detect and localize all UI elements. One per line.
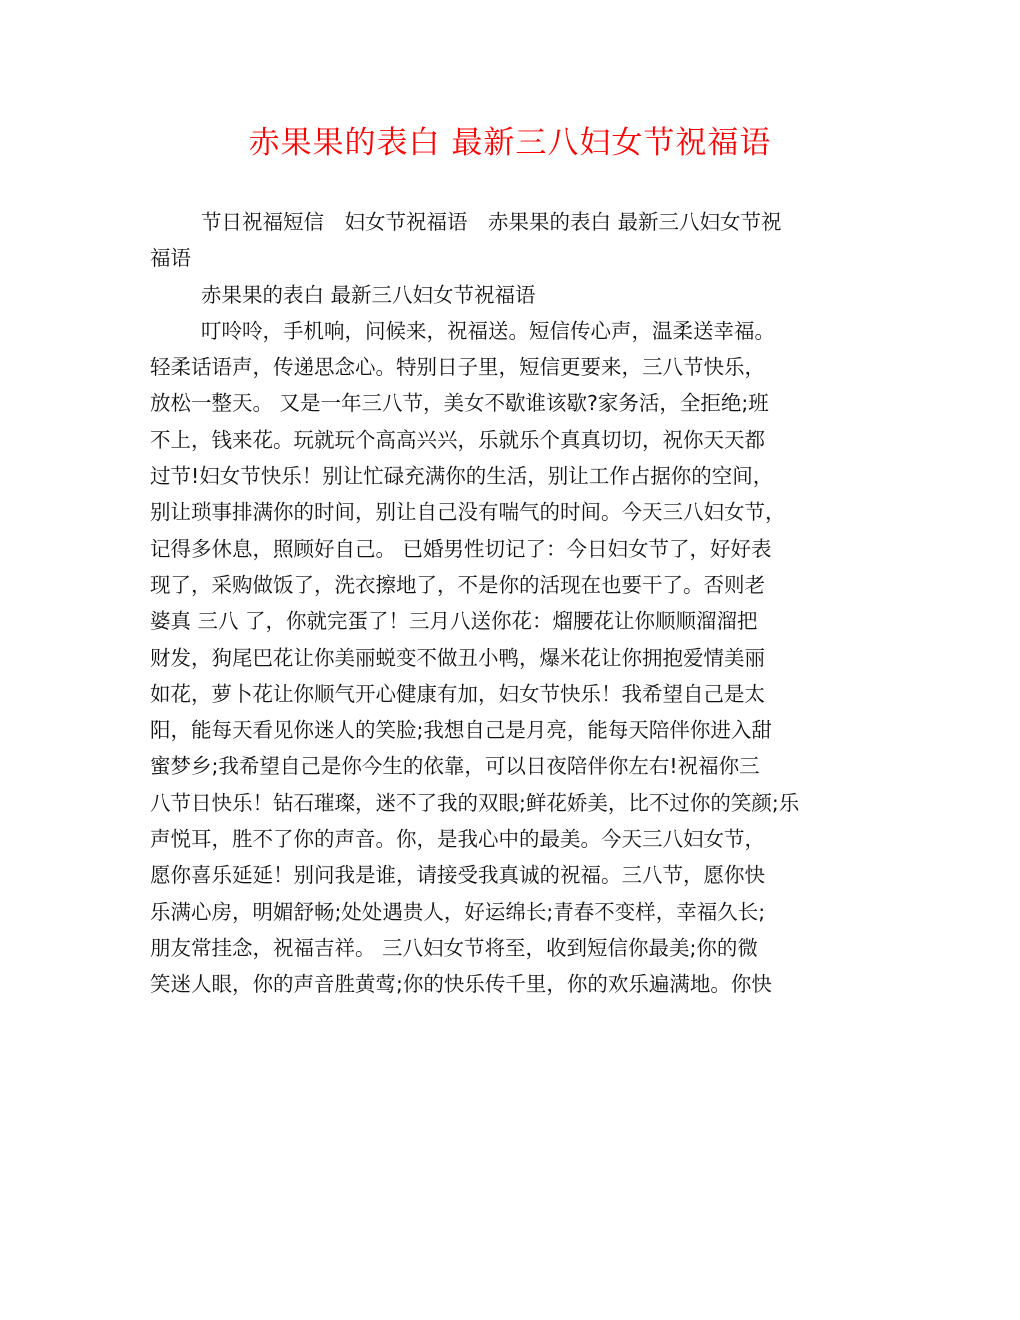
body-line: 财发，狗尾巴花让你美丽蜕变不做丑小鸭，爆米花让你拥抱爱情美丽 — [150, 645, 765, 670]
body-line: 节日祝福短信 妇女节祝福语 赤果果的表白 最新三八妇女节祝 — [201, 210, 782, 234]
document-title: 赤果果的表白 最新三八妇女节祝福语 — [248, 125, 772, 161]
body-line: 阳，能每天看见你迷人的笑脸;我想自己是月亮，能每天陪伴你进入甜 — [150, 718, 772, 743]
document-body — [150, 204, 910, 1003]
body-line: 现了，采购做饭了，洗衣擦地了，不是你的活现在也要干了。否则老 — [150, 572, 765, 597]
body-line: 叮呤呤，手机响，问候来，祝福送。短信传心声，温柔送幸福。 — [201, 318, 775, 343]
body-line: 八节日快乐！钻石璀璨，迷不了我的双眼;鲜花娇美，比不过你的笑颜;乐 — [150, 790, 800, 815]
body-line: 过节!妇女节快乐！别让忙碌充满你的生活，别让工作占据你的空间， — [150, 464, 774, 489]
body-line: 声悦耳，胜不了你的声音。你，是我心中的最美。今天三八妇女节， — [150, 827, 765, 852]
body-line: 婆真 三八 了，你就完蛋了！三月八送你花：熘腰花让你顺顺溜溜把 — [150, 609, 758, 634]
body-line: 如花，萝卜花让你顺气开心健康有加，妇女节快乐！我希望自己是太 — [150, 681, 765, 706]
body-line: 轻柔话语声，传递思念心。特别日子里，短信更要来，三八节快乐， — [150, 355, 765, 380]
body-line: 放松一整天。 又是一年三八节，美女不歇谁该歇?家务活，全拒绝;班 — [150, 391, 769, 416]
body-line: 愿你喜乐延延！别问我是谁，请接受我真诚的祝福。三八节，愿你快 — [150, 863, 765, 888]
body-line: 不上，钱来花。玩就玩个高高兴兴，乐就乐个真真切切，祝你天天都 — [150, 427, 765, 452]
body-line: 赤果果的表白 最新三八妇女节祝福语 — [201, 282, 536, 307]
body-line: 记得多休息，照顾好自己。 已婚男性切记了：今日妇女节了，好好表 — [150, 536, 772, 561]
body-line: 乐满心房，明媚舒畅;处处遇贵人，好运绵长;青春不变样，幸福久长; — [150, 899, 766, 924]
body-line: 朋友常挂念，祝福吉祥。 三八妇女节将至，收到短信你最美;你的微 — [150, 935, 758, 960]
body-line: 别让琐事排满你的时间，别让自己没有喘气的时间。今天三八妇女节， — [150, 500, 786, 525]
body-line: 笑迷人眼，你的声音胜黄莺;你的快乐传千里，你的欢乐遍满地。你快 — [150, 972, 772, 997]
body-line: 福语 — [150, 246, 191, 271]
body-line: 蜜梦乡;我希望自己是你今生的依靠，可以日夜陪伴你左右!祝福你三 — [150, 754, 760, 779]
